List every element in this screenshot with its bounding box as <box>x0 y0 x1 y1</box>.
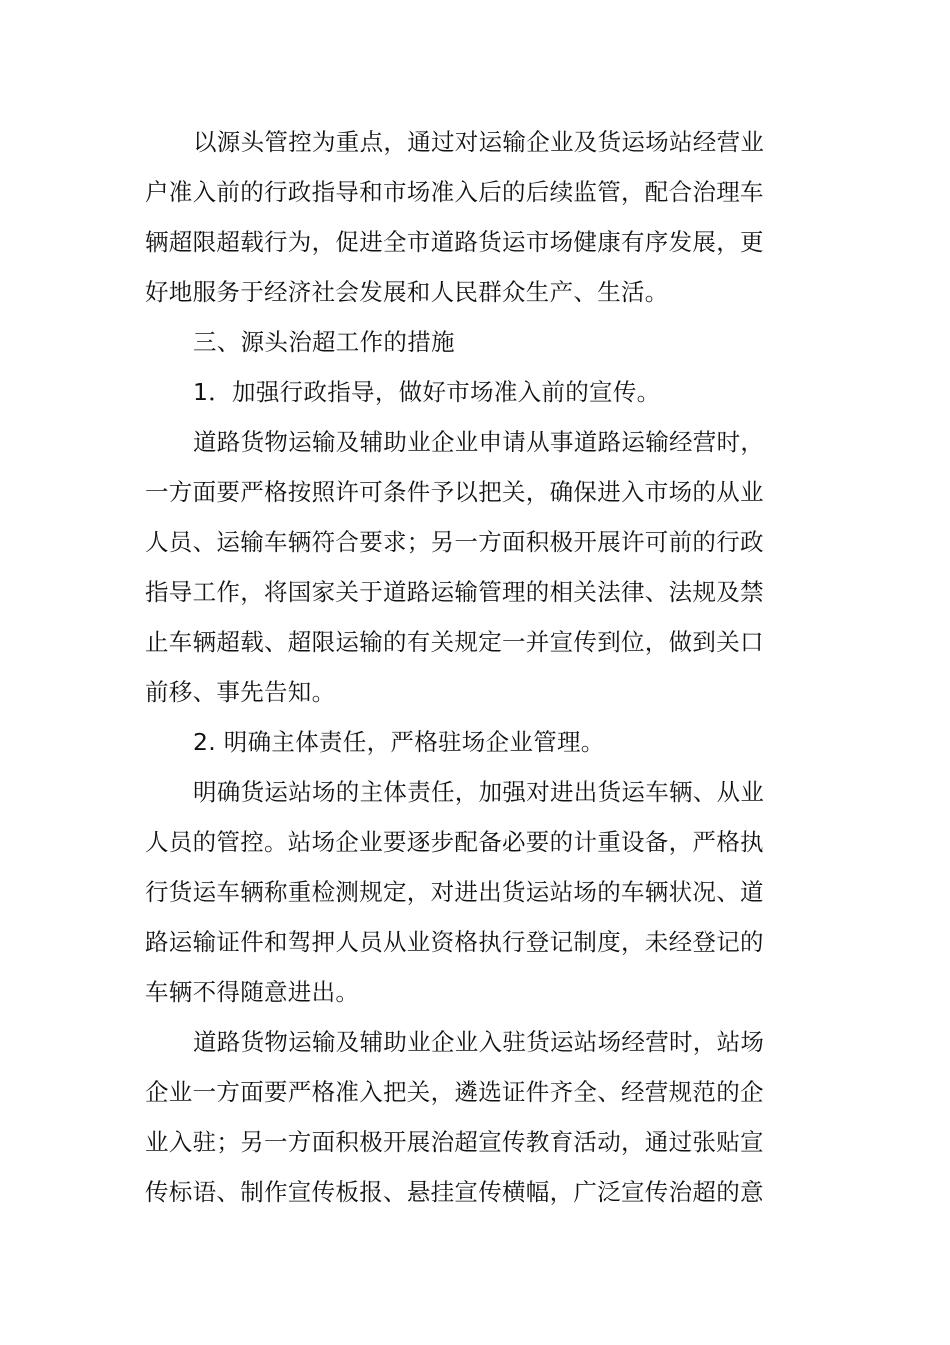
paragraph-line: 以源头管控为重点，通过对运输企业及货运场站经营业 <box>193 128 765 156</box>
paragraph-line: 路运输证件和驾押人员从业资格执行登记制度，未经登记的 <box>145 928 764 956</box>
paragraph-line: 明确货运站场的主体责任，加强对进出货运车辆、从业 <box>193 778 765 806</box>
paragraph-line: 业入驻；另一方面积极开展治超宣传教育活动，通过张贴宣 <box>145 1128 764 1156</box>
paragraph-line: 传标语、制作宣传板报、悬挂宣传横幅，广泛宣传治超的意 <box>145 1178 764 1206</box>
paragraph-line: 人员的管控。站场企业要逐步配备必要的计重设备，严格执 <box>145 828 764 856</box>
paragraph-line: 前移、事先告知。 <box>145 678 336 706</box>
paragraph-line: 好地服务于经济社会发展和人民群众生产、生活。 <box>145 278 669 306</box>
paragraph-line: 企业一方面要严格准入把关，遴选证件齐全、经营规范的企 <box>145 1078 764 1106</box>
paragraph-line: 行货运车辆称重检测规定，对进出货运站场的车辆状况、道 <box>145 878 764 906</box>
paragraph-line: 道路货物运输及辅助业企业申请从事道路运输经营时， <box>193 428 765 456</box>
paragraph-line: 人员、运输车辆符合要求；另一方面积极开展许可前的行政 <box>145 528 764 556</box>
paragraph-line: 道路货物运输及辅助业企业入驻货运站场经营时，站场 <box>193 1028 765 1056</box>
paragraph-line: 一方面要严格按照许可条件予以把关，确保进入市场的从业 <box>145 478 764 506</box>
paragraph-line: 辆超限超载行为，促进全市道路货运市场健康有序发展，更 <box>145 228 764 256</box>
subsection-heading-2: 2. 明确主体责任，严格驻场企业管理。 <box>193 728 605 756</box>
subsection-heading-1: 1．加强行政指导，做好市场准入前的宣传。 <box>193 378 661 406</box>
paragraph-line: 止车辆超载、超限运输的有关规定一并宣传到位，做到关口 <box>145 628 764 656</box>
paragraph-line: 指导工作，将国家关于道路运输管理的相关法律、法规及禁 <box>145 578 764 606</box>
section-heading: 三、源头治超工作的措施 <box>193 328 455 356</box>
paragraph-line: 户准入前的行政指导和市场准入后的后续监管，配合治理车 <box>145 178 764 206</box>
paragraph-line: 车辆不得随意进出。 <box>145 978 360 1006</box>
